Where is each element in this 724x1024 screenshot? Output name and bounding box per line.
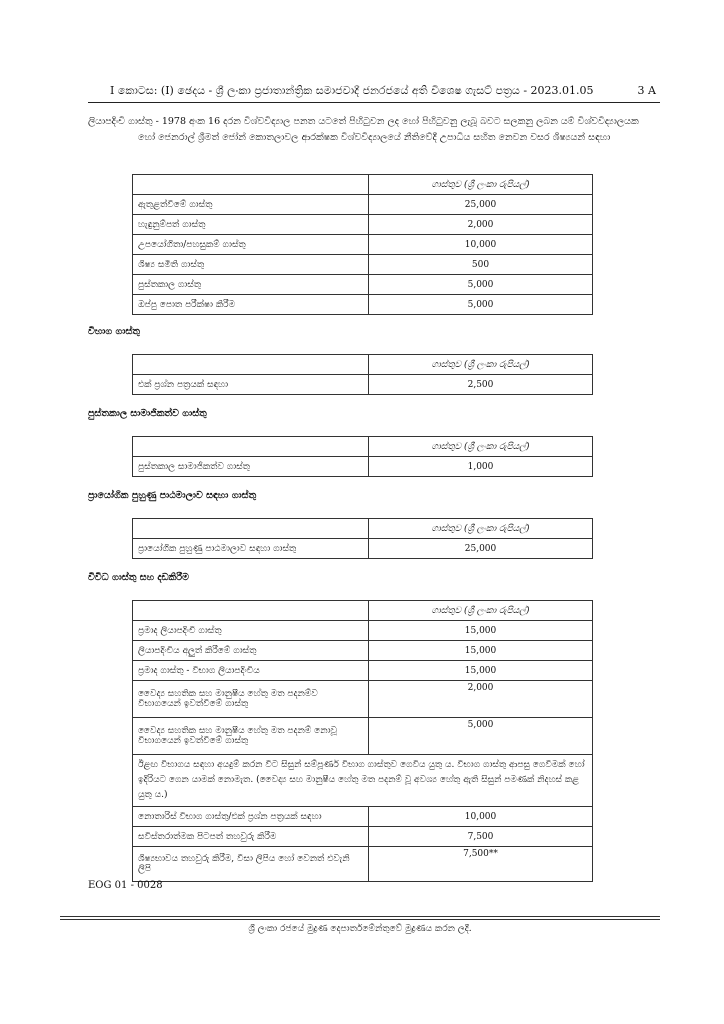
practical-fees-heading: ප්‍රායෝගික පුහුණු පාඨමාලාව සඳහා ගාස්තු (88, 490, 257, 501)
fee-label: ඔප්පු පොත පරීක්ෂා කිරීම (133, 295, 369, 315)
fee-label: පුස්තකාල ගාස්තු (133, 275, 369, 295)
fee-amount: 25,000 (369, 195, 593, 215)
document-code: EOG 01 - 0028 (88, 880, 163, 891)
exam-fees-heading: විභාග ගාස්තු (88, 326, 140, 337)
table-row (133, 661, 593, 681)
fee-label: එක් ප්‍රශ්න පත්‍රයක් සඳහා (133, 375, 369, 395)
fee-amount: 15,000 (369, 661, 593, 681)
amount-header: ගාස්තුව (ශ්‍රී ලංකා රුපියල්) (369, 175, 593, 195)
footer-divider (60, 919, 660, 920)
fee-label: ප්‍රායෝගික පුහුණු පාඨමාලාව සඳහා ගාස්තු (133, 539, 369, 559)
fee-amount: 2,500 (369, 375, 593, 395)
table-header-row (133, 437, 593, 457)
note-row (133, 755, 593, 807)
table-row (133, 255, 593, 275)
library-fees-table (132, 436, 593, 477)
fee-label: ශිෂ්‍ය සමිති ගාස්තු (133, 255, 369, 275)
fee-label: සවිස්තරාත්මක පිටපත් තහවුරු කිරීම (133, 827, 369, 847)
fee-label: උපයෝගිතා/පහසුකම් ගාස්තු (133, 235, 369, 255)
table-row (133, 457, 593, 477)
page-number: 3 A (637, 84, 656, 97)
table-row (133, 827, 593, 847)
amount-header: ගාස්තුව (ශ්‍රී ලංකා රුපියල්) (369, 601, 593, 621)
fee-amount: 500 (369, 255, 593, 275)
fee-label: ශිෂ්‍යභාවය තහවුරු කිරීම, වීසා ලිපිය හෝ වෙනත් එවැනි ලිපි (133, 847, 369, 882)
table-row (133, 235, 593, 255)
table-row (133, 718, 593, 755)
fee-amount: 10,000 (369, 807, 593, 827)
gazette-title: I කොටස: (I) ඡෙදය - ශ්‍රී ලංකා ප්‍රජාතාන්ත්‍රික සමාජවාදී ජනරජයේ අති විශෙෂ ගැසට් පත්‍රය - 2023.01.05 (110, 84, 594, 97)
fee-label: ඇතුළත්වීමේ ගාස්තු (133, 195, 369, 215)
amount-header: ගාස්තුව (ශ්‍රී ලංකා රුපියල්) (369, 355, 593, 375)
fee-amount: 7,500** (369, 847, 593, 882)
fee-label: පුස්තකාල සාමාජිකත්ව ගාස්තු (133, 457, 369, 477)
practical-fees-table (132, 518, 593, 559)
fee-amount: 1,000 (369, 457, 593, 477)
fee-label: ප්‍රමාද ගාස්තු - විභාග ලියාපදිංචිය (133, 661, 369, 681)
printer-notice: ශ්‍රී ලංකා රජයේ මුද්‍රණ දෙපාර්තමේන්තුවේ මුද්‍රණය කරන ලදී. (248, 924, 472, 934)
fee-amount: 2,000 (369, 215, 593, 235)
table-row (133, 539, 593, 559)
table-header-row (133, 175, 593, 195)
table-row (133, 681, 593, 718)
fee-amount: 2,000 (369, 681, 593, 718)
table-row (133, 621, 593, 641)
registration-fees-table (132, 174, 593, 315)
footer-divider (60, 916, 660, 917)
fee-amount: 15,000 (369, 641, 593, 661)
table-row (133, 807, 593, 827)
fee-amount: 7,500 (369, 827, 593, 847)
fee-label: ලියාපදිංචිය අලුත් කිරීමේ ගාස්තු (133, 641, 369, 661)
table-header-row (133, 601, 593, 621)
fee-label: හැඳුනුම්පත් ගාස්තු (133, 215, 369, 235)
misc-fees-heading: විවිධ ගාස්තු සහ දඩකිරීම (88, 572, 189, 583)
table-row (133, 195, 593, 215)
fee-label: වෛද්‍ය සහතික සහ මානුෂීය හේතු මත පදනම්ව විභාගයෙන් ඉවත්වීමේ ගාස්තු (133, 681, 369, 718)
table-row (133, 847, 593, 882)
table-row (133, 641, 593, 661)
gazette-header (88, 84, 660, 103)
fee-amount: 15,000 (369, 621, 593, 641)
misc-fees-table (132, 600, 593, 882)
fee-amount: 5,000 (369, 295, 593, 315)
registration-intro: ලියාපදිංචි ගාස්තු - 1978 අංක 16 දරන විශ්වවිද්‍යාල පනත යටතේ පිහිටුවන ලද හෝ පිහිටුවනු ලැබූ බවට සලකනු ලබන යම් විශ්වවිද්‍යාලයක හෝ ජෙනරාල් ශ්‍රීමත් ජෝන් කොතලාවල ආරක්ෂක විශ්වවිද්‍යාලයේ නීතිවේදී උපාධිය සහිත නෙවන වසර ශිෂ්‍යයන් සඳහා (88, 116, 639, 143)
library-fees-heading: පුස්තකාල සාමාජිකත්ව ගාස්තු (88, 408, 207, 419)
exam-fee-note: ඊළඟ විභාගය සඳහා අයදුම් කරන විට සිසුන් සම්පූර්ණ විභාග ගාස්තුව ගෙවිය යුතු ය. විභාග ගාස්තු ආපසු ගෙවීමක් හෝ ඉදිරියට ගෙන යාමක් නොමැත. (වෛද්‍ය සහ මානුෂීය හේතු මත පදනම් වූ අවශ්‍ය හේතු ඇති සිසුන් පමණක් නිදහස් කළ යුතු ය.) (133, 755, 593, 807)
fee-amount: 5,000 (369, 718, 593, 755)
exam-fees-table (132, 354, 593, 395)
table-row (133, 375, 593, 395)
amount-header: ගාස්තුව (ශ්‍රී ලංකා රුපියල්) (369, 519, 593, 539)
fee-label: වෛද්‍ය සහතික සහ මානුෂීය හේතු මත පදනම් නොවූ විභාගයෙන් ඉවත්වීමේ ගාස්තු (133, 718, 369, 755)
table-row (133, 295, 593, 315)
fee-amount: 10,000 (369, 235, 593, 255)
fee-amount: 25,000 (369, 539, 593, 559)
table-header-row (133, 355, 593, 375)
fee-label: නොතාරිස් විභාග ගාස්තු/එක් ප්‍රශ්න පත්‍රයක් සඳහා (133, 807, 369, 827)
table-header-row (133, 519, 593, 539)
fee-amount: 5,000 (369, 275, 593, 295)
amount-header: ගාස්තුව (ශ්‍රී ලංකා රුපියල්) (369, 437, 593, 457)
table-row (133, 215, 593, 235)
fee-label: ප්‍රමාද ලියාපදිංචි ගාස්තු (133, 621, 369, 641)
table-row (133, 275, 593, 295)
